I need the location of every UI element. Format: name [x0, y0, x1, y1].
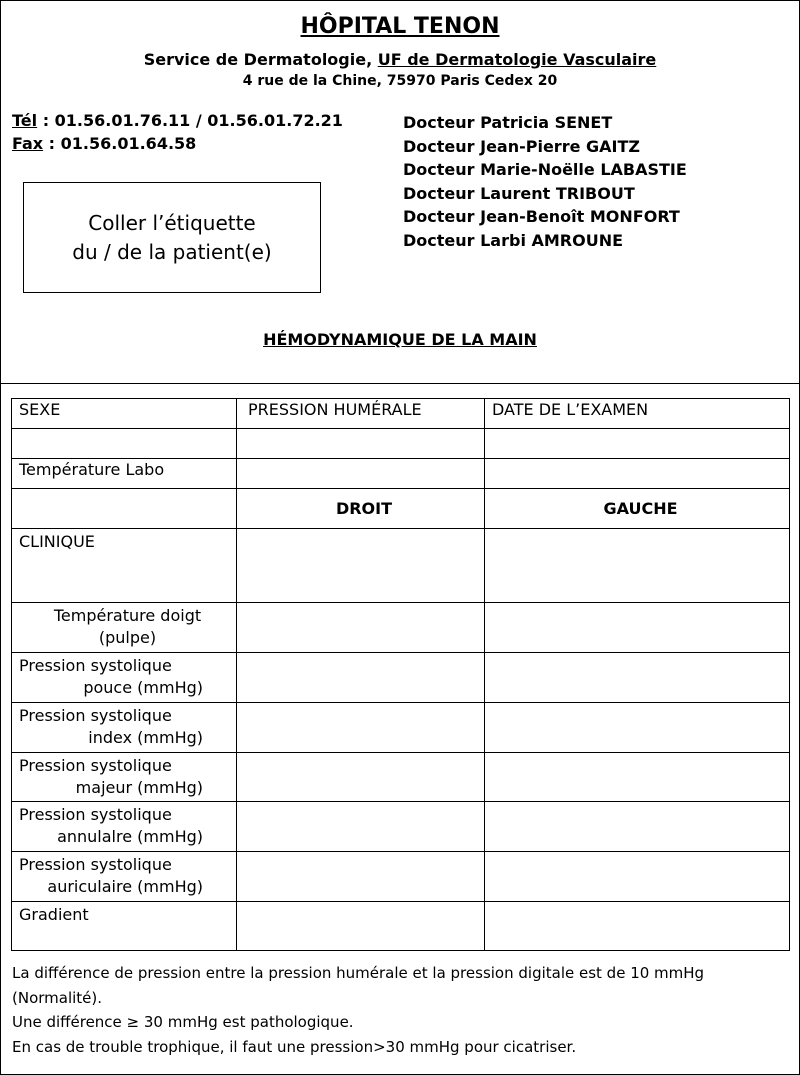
pression-index-droit-cell[interactable] — [237, 703, 485, 753]
doctor-item: Docteur Laurent TRIBOUT — [403, 183, 635, 203]
pression-majeur-gauche-cell[interactable] — [485, 753, 790, 802]
fax-label: Fax — [12, 134, 44, 153]
pression-majeur-label — [12, 753, 237, 802]
doctor-item: Docteur Jean-Pierre GAITZ — [403, 136, 640, 156]
service-unit: UF de Dermatologie Vasculaire — [377, 50, 657, 69]
temperature-labo-label: Température Labo — [12, 459, 237, 489]
footnote-line: La différence de pression entre la pression humérale et la pression digitale est de 10 mmHg — [12, 964, 705, 982]
patient-label-box — [23, 182, 321, 293]
pression-auriculaire-droit-cell[interactable] — [237, 852, 485, 902]
table-row — [12, 802, 790, 852]
phone-label: Tél — [12, 111, 38, 130]
row-label-line1: Pression systolique — [19, 706, 172, 725]
table-row — [12, 703, 790, 753]
temperature-doigt-label — [12, 603, 237, 653]
row-label-line2: annulalre (mmHg) — [57, 827, 203, 846]
table-row — [12, 399, 790, 429]
temperature-labo-cell-2[interactable] — [485, 459, 790, 489]
table-row — [12, 852, 790, 902]
section-title: HÉMODYNAMIQUE DE LA MAIN — [263, 330, 537, 349]
header-droit: DROIT — [237, 489, 485, 529]
table-row — [12, 603, 790, 653]
row-label-line2: pouce (mmHg) — [83, 678, 203, 697]
label-box-line1: Coller l’étiquette — [88, 210, 256, 235]
label-box-line2: du / de la patient(e) — [72, 239, 272, 264]
doctor-item: Docteur Larbi AMROUNE — [403, 230, 624, 250]
doctor-item: Docteur Patricia SENET — [403, 113, 613, 132]
pression-index-label — [12, 703, 237, 753]
row-label-line2: majeur (mmHg) — [75, 778, 203, 797]
service-line — [0, 50, 800, 69]
footnote-line: En cas de trouble trophique, il faut une pression>30 mmHg pour cicatriser. — [12, 1037, 577, 1056]
row-label-line1: Pression systolique — [19, 656, 172, 675]
sexe-value-cell[interactable] — [12, 429, 237, 459]
fax-line — [12, 134, 196, 153]
hemodynamics-table — [11, 398, 790, 951]
pression-majeur-droit-cell[interactable] — [237, 753, 485, 802]
header-gauche: GAUCHE — [485, 489, 790, 529]
header-pression-humerale: PRESSION HUMÉRALE — [237, 399, 485, 429]
pression-auriculaire-label — [12, 852, 237, 902]
row-label-line1: Pression systolique — [19, 855, 172, 874]
hospital-address: 4 rue de la Chine, 75970 Paris Cedex 20 — [242, 73, 558, 89]
footnote — [12, 961, 792, 1059]
table-row — [12, 529, 790, 603]
pression-pouce-droit-cell[interactable] — [237, 653, 485, 703]
pression-annulaire-gauche-cell[interactable] — [485, 802, 790, 852]
clinique-gauche-cell[interactable] — [485, 529, 790, 603]
footnote-line: Une différence ≥ 30 mmHg est pathologique. — [12, 1013, 354, 1031]
temperature-labo-cell[interactable] — [237, 459, 485, 489]
pression-humerale-value-cell[interactable] — [237, 429, 485, 459]
pression-annulaire-droit-cell[interactable] — [237, 802, 485, 852]
row-label-line2: auriculaire (mmHg) — [47, 877, 203, 896]
clinique-droit-cell[interactable] — [237, 529, 485, 603]
row-label-line1: Pression systolique — [19, 756, 172, 775]
doctor-item: Docteur Jean-Benoît MONFORT — [403, 207, 680, 227]
temperature-doigt-gauche-cell[interactable] — [485, 603, 790, 653]
doctor-item: Docteur Marie-Noëlle LABASTIE — [403, 160, 687, 180]
temperature-doigt-line2: (pulpe) — [98, 628, 157, 647]
gradient-label: Gradient — [12, 902, 237, 951]
doctor-list — [403, 111, 687, 253]
hospital-title: HÔPITAL TENON — [300, 14, 500, 39]
pression-pouce-label — [12, 653, 237, 703]
table-row — [12, 429, 790, 459]
pression-auriculaire-gauche-cell[interactable] — [485, 852, 790, 902]
footnote-line: (Normalité). — [12, 988, 103, 1007]
pression-index-gauche-cell[interactable] — [485, 703, 790, 753]
date-examen-value-cell[interactable] — [485, 429, 790, 459]
table-row — [12, 459, 790, 489]
phone-value: : 01.56.01.76.11 / 01.56.01.72.21 — [37, 111, 343, 130]
table-row — [12, 902, 790, 951]
table-row — [12, 653, 790, 703]
temperature-doigt-droit-cell[interactable] — [237, 603, 485, 653]
temperature-doigt-line1: Température doigt — [53, 606, 202, 625]
divider — [0, 383, 800, 384]
service-prefix: Service de Dermatologie, — [143, 50, 378, 69]
row-label-line1: Pression systolique — [19, 805, 172, 824]
empty-cell — [12, 489, 237, 529]
phone-line — [12, 111, 343, 130]
pression-annulaire-label — [12, 802, 237, 852]
gradient-droit-cell[interactable] — [237, 902, 485, 951]
pression-pouce-gauche-cell[interactable] — [485, 653, 790, 703]
fax-value: : 01.56.01.64.58 — [43, 134, 197, 153]
table-row — [12, 753, 790, 802]
gradient-gauche-cell[interactable] — [485, 902, 790, 951]
header-sexe: SEXE — [12, 399, 237, 429]
table-row — [12, 489, 790, 529]
row-label-line2: index (mmHg) — [88, 728, 203, 747]
header-date-examen: DATE DE L’EXAMEN — [485, 399, 790, 429]
clinique-label: CLINIQUE — [12, 529, 237, 603]
